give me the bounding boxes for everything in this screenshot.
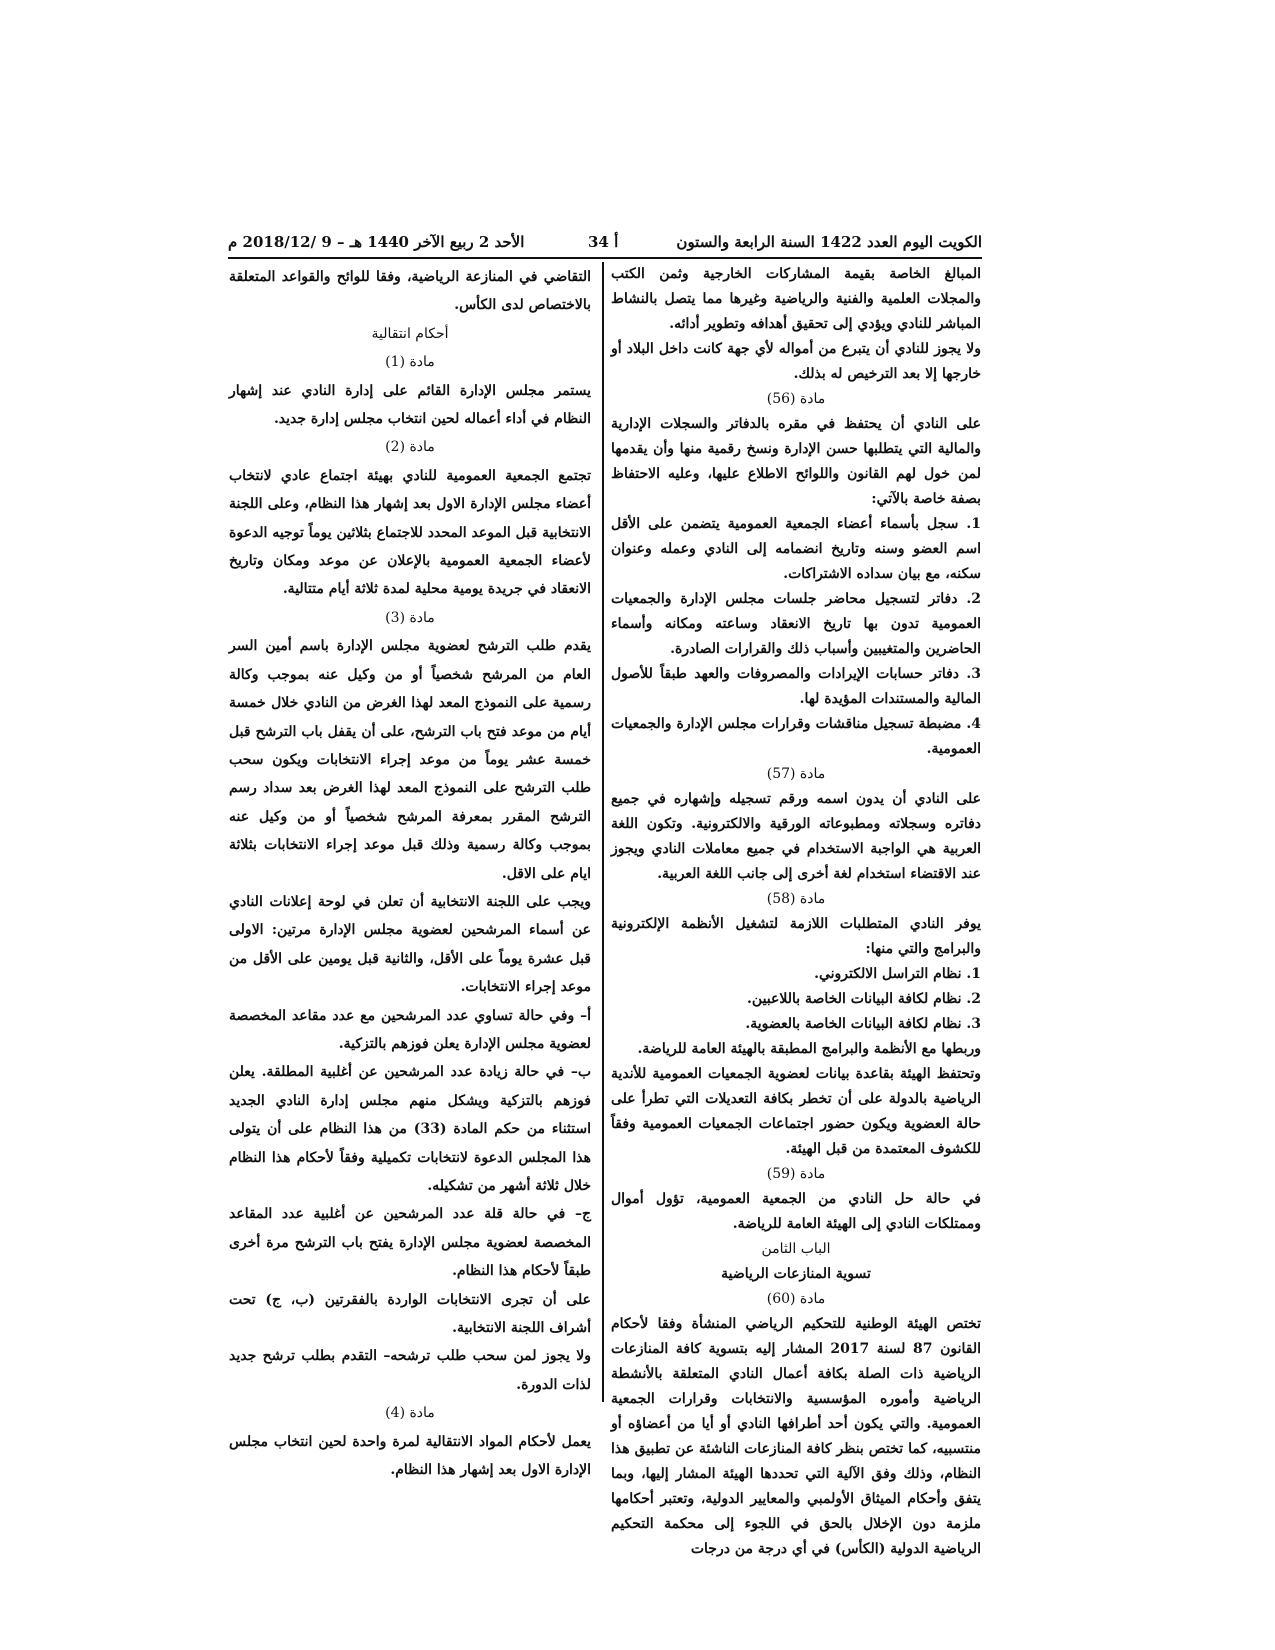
paragraph: 3. نظام لكافة البيانات الخاصة بالعضوية. — [745, 1016, 981, 1032]
left-column — [229, 263, 591, 1484]
paragraph: التقاضي في المنازعة الرياضية، وفقا للوائح والقواعد المتعلقة بالاختصاص لدى الكأس. — [229, 269, 591, 314]
article-heading: مادة (2) — [385, 439, 435, 456]
paragraph: تجتمع الجمعية العمومية للنادي بهيئة اجتماع عادي لانتخاب أعضاء مجلس الإدارة الاول بعد إشهار هذا النظام، وعلى اللجنة الانتخابية قبل الموعد المحدد للاجتماع بثلاثين يوماً توجيه الدعوة لأعضاء الجمعية العمومية بالإعلان عن موعد ومكان وتاريخ الانعقاد في جريدة يومية محلية لمدة ثلاثة أيام متتالية. — [229, 467, 591, 598]
article-heading: مادة (56) — [766, 391, 826, 407]
paragraph: وربطها مع الأنظمة والبرامج المطبقة بالهيئة العامة للرياضة. — [637, 1041, 981, 1057]
paragraph: على النادي أن يدون اسمه ورقم تسجيله وإشهاره في جميع دفاتره وسجلاته ومطبوعاته الورقية والالكترونية. وتكون اللغة العربية هي الواجبة الاستخدام في جميع معاملات النادي ويجوز عند الاقتضاء استخدام لغة أخرى إلى جانب اللغة العربية. — [611, 791, 981, 882]
column-divider — [602, 262, 604, 1402]
paragraph: ولا يجوز لمن سحب طلب ترشحه– التقدم بطلب ترشح جديد لذات الدورة. — [229, 1348, 591, 1393]
paragraph: على النادي أن يحتفظ في مقره بالدفاتر والسجلات الإدارية والمالية التي يتطلبها حسن الإدارة ونسخ رقمية منها وأن يقدمها لمن خول لهم القانون واللوائح الاطلاع عليها، وعليه الاحتفاظ بصفة خاصة بالآتي: — [611, 416, 981, 507]
paragraph: المبالغ الخاصة بقيمة المشاركات الخارجية وثمن الكتب والمجلات العلمية والفنية والرياضية وغيرها مما يتصل بالنشاط المباشر للنادي ويؤدي إلى تحقيق أهدافه وتطوير أدائه. — [611, 266, 981, 332]
page-header — [228, 231, 982, 259]
paragraph: 1. نظام التراسل الالكتروني. — [814, 966, 981, 982]
paragraph: 1. سجل بأسماء أعضاء الجمعية العمومية يتضمن على الأقل اسم العضو وسنه وتاريخ انضمامه إلى النادي وعمله وعنوان سكنه، مع بيان سداده الاشتراكات. — [611, 516, 981, 582]
paragraph: وتحتفظ الهيئة بقاعدة بيانات لعضوية الجمعيات العمومية للأندية الرياضية بالدولة على أن تخطر بكافة التعديلات التي تطرأ على حالة العضوية ويكون حضور اجتماعات الجمعيات العمومية وفقاً للكشوف المعتمدة من قبل الهيئة. — [611, 1066, 981, 1157]
article-heading: مادة (58) — [766, 891, 826, 907]
right-column — [611, 262, 981, 1562]
paragraph: يقدم طلب الترشح لعضوية مجلس الإدارة باسم أمين السر العام من المرشح شخصياً أو من وكيل عنه بموجب وكالة رسمية على النموذج المعد لهذا الغرض من النادي خلال خمسة أيام من موعد فتح باب الترشح، على أن يقفل باب الترشح قبل خمسة عشر يوماً من موعد إجراء الانتخابات ويكون سحب طلب الترشح على النموذج المعد لهذا الغرض بعد سداد رسم الترشح المقرر بمعرفة المرشح شخصياً أو من وكيل عنه بموجب وكالة رسمية وذلك قبل موعد إجراء الانتخابات بثلاثة ايام على الاقل. — [229, 638, 591, 882]
paragraph: يستمر مجلس الإدارة القائم على إدارة النادي عند إشهار النظام في أداء أعماله لحين انتخاب مجلس إدارة جديد. — [229, 382, 591, 428]
article-heading: أحكام انتقالية — [371, 325, 449, 342]
paragraph: يعمل لأحكام المواد الانتقالية لمرة واحدة لحين انتخاب مجلس الإدارة الاول بعد إشهار هذا النظام. — [229, 1433, 591, 1479]
paragraph: 2. نظام لكافة البيانات الخاصة باللاعبين. — [747, 991, 981, 1007]
paragraph: تختص الهيئة الوطنية للتحكيم الرياضي المنشأة وفقا لأحكام القانون 87 لسنة 2017 المشار إليه بتسوية كافة المنازعات الرياضية ذات الصلة بكافة أعمال النادي المتعلقة بالأنشطة الرياضية وأموره المؤسسية والانتخابات وقرارات الجمعية العمومية. والتي يكون أحد أطرافها النادي أو أيا من أعضاؤه أو منتسبيه، كما تختص بنظر كافة المنازعات الناشئة عن تطبيق هذا النظام، وذلك وفق الآلية التي تحددها الهيئة المشار إليها، وبما يتفق وأحكام الميثاق الأولمبي والمعايير الدولية، وتعتبر أحكامها ملزمة دون الإخلال بالحق في اللجوء إلى محكمة التحكيم الرياضية الدولية (الكأس) في أي درجة من درجات — [611, 1316, 981, 1557]
paragraph: على أن تجرى الانتخابات الواردة بالفقرتين (ب، ج) تحت أشراف اللجنة الانتخابية. — [229, 1291, 591, 1337]
paragraph: ولا يجوز للنادي أن يتبرع من أمواله لأي جهة كانت داخل البلاد أو خارجها إلا بعد الترخيص له بذلك. — [611, 341, 981, 382]
paragraph: أ– وفي حالة تساوي عدد المرشحين مع عدد مقاعد المخصصة لعضوية مجلس الإدارة يعلن فوزهم بالتزكية. — [229, 1007, 591, 1052]
article-heading: مادة (57) — [766, 766, 826, 782]
article-heading: مادة (3) — [385, 609, 435, 626]
header-issue: الكويت اليوم العدد 1422 السنة الرابعة والستون — [676, 233, 982, 251]
article-heading: مادة (1) — [385, 354, 435, 371]
header-page-number: أ 34 — [588, 233, 619, 251]
article-heading: مادة (59) — [766, 1166, 826, 1182]
paragraph: 3. دفاتر حسابات الإيرادات والمصروفات والعهد طبقاً للأصول المالية والمستندات المؤيدة لها. — [611, 666, 981, 707]
article-heading: الباب الثامن — [761, 1241, 831, 1257]
paragraph: 2. دفاتر لتسجيل محاضر جلسات مجلس الإدارة والجمعيات العمومية تدون بها تاريخ الانعقاد وساعته ومكانه وأسماء الحاضرين والمتغيبين وأسباب ذلك والقرارات الصادرة. — [611, 591, 981, 657]
chapter-title: تسوية المنازعات الرياضية — [721, 1266, 871, 1282]
paragraph: يوفر النادي المتطلبات اللازمة لتشغيل الأنظمة الإلكترونية والبرامج والتي منها: — [611, 916, 981, 957]
paragraph: في حالة حل النادي من الجمعية العمومية، تؤول أموال وممتلكات النادي إلى الهيئة العامة للرياضة. — [611, 1191, 981, 1232]
article-heading: مادة (60) — [766, 1291, 826, 1307]
article-heading: مادة (4) — [385, 1405, 435, 1422]
paragraph: 4. مضبطة تسجيل مناقشات وقرارات مجلس الإدارة والجمعيات العمومية. — [611, 716, 981, 757]
paragraph: ب– في حالة زيادة عدد المرشحين عن أغلبية المطلقة. يعلن فوزهم بالتزكية ويشكل منهم مجلس إدارة النادي الجديد استثناء من حكم المادة (33) من هذا النظام على أن يتولى هذا المجلس الدعوة لانتخابات تكميلية وفقاً لأحكام هذا النظام خلال ثلاثة أشهر من تشكيله. — [229, 1064, 591, 1194]
header-date: الأحد 2 ربيع الآخر 1440 هـ – 9 /2018/12 م — [228, 233, 525, 251]
paragraph: ويجب على اللجنة الانتخابية أن تعلن في لوحة إعلانات النادي عن أسماء المرشحين لعضوية مجلس الإدارة مرتين: الاولى قبل عشرة يوماً على الأقل، والثانية قبل يومين على الأقل من موعد إجراء الانتخابات. — [229, 893, 591, 996]
paragraph: ج– في حالة قلة عدد المرشحين عن أغلبية عدد المقاعد المخصصة لعضوية مجلس الإدارة يفتح باب الترشح مرة أخرى طبقاً لأحكام هذا النظام. — [229, 1206, 591, 1280]
